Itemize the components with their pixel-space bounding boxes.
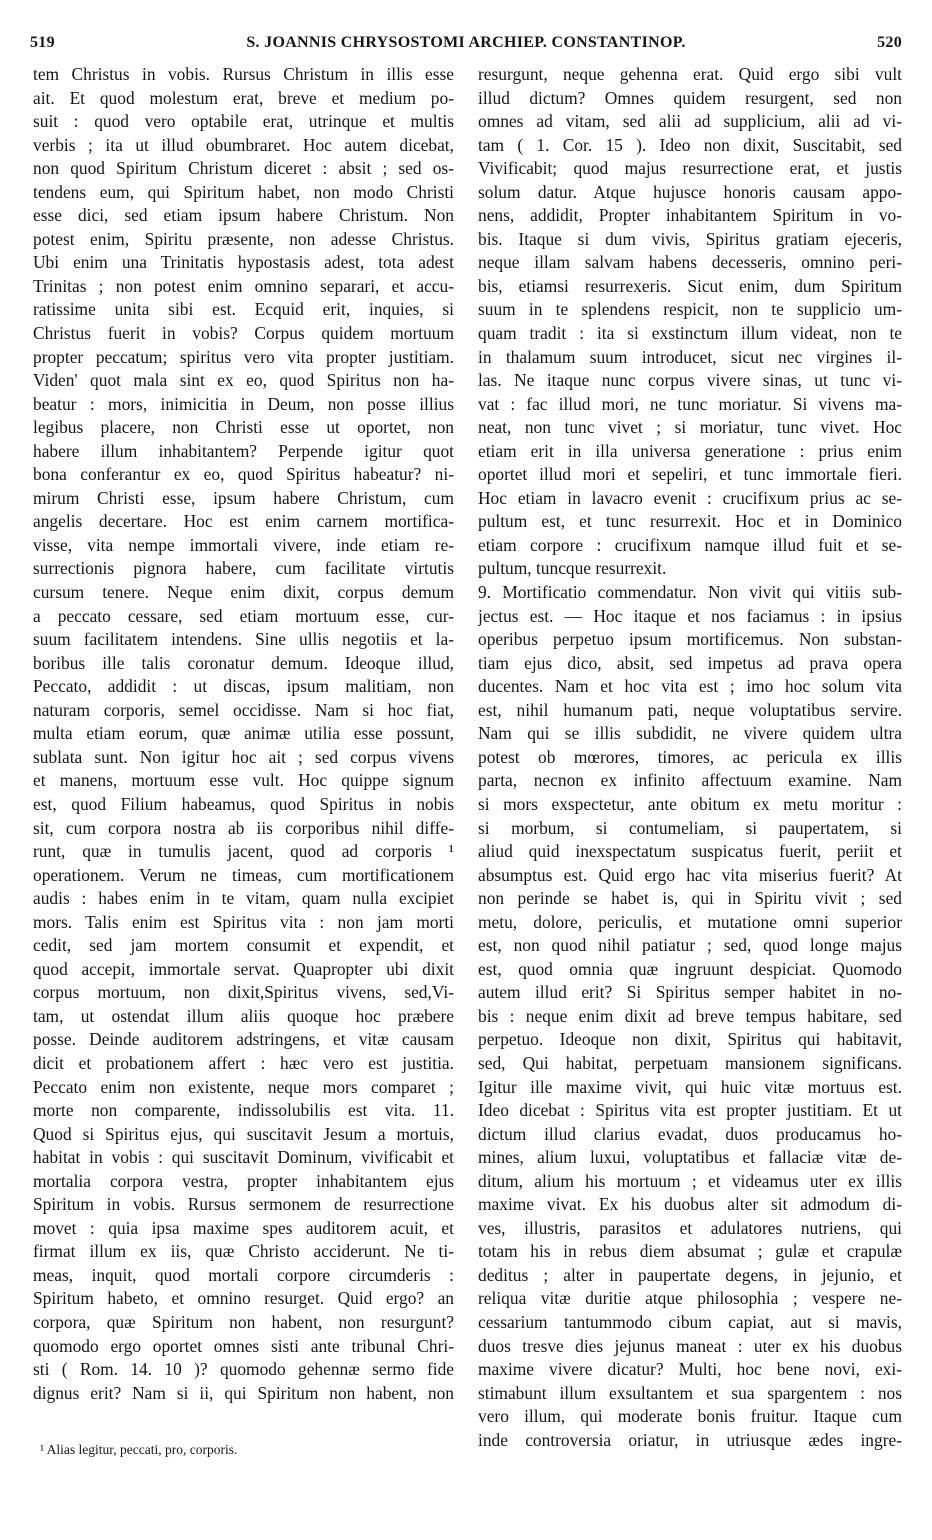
- text-line: sti ( Rom. 14. 10 )? quomodo gehennæ sermo fide: [33, 1359, 454, 1380]
- text-line: firmat illum ex iis, quæ Christo acciderunt. Ne ti-: [33, 1241, 454, 1262]
- text-line: ditum, alium his mortuum ; et videamus uter ex illis: [478, 1170, 902, 1191]
- text-line: parta, necnon ex infinito affectuum examine. Nam: [478, 770, 902, 791]
- text-line: cessarium tantummodo cibum capiat, aut si mavis,: [478, 1311, 902, 1332]
- text-line: quomodo ergo oportet omnes sisti ante tribunal Chri-: [33, 1335, 454, 1356]
- text-line: non perinde se habet is, qui in Spiritu vivit ; sed: [478, 888, 902, 909]
- text-line: ait. Et quod molestum erat, breve et medium po-: [33, 87, 454, 108]
- text-line: Spiritum in vobis. Rursus sermonem de resurrectione: [33, 1194, 454, 1215]
- text-line: sed, Qui habitat, perpetuam mansionem significans.: [478, 1052, 902, 1073]
- text-line: neque illam salvam habens decesseris, omnino peri-: [478, 252, 902, 273]
- text-line: potest ob mœrores, timores, ac pericula ex illis: [478, 746, 902, 767]
- text-line: etiam corpore : crucifixum namque illud fuit et se-: [478, 534, 902, 555]
- left-text-column: [33, 63, 454, 1533]
- text-line: nens, addidit, Propter inhabitantem Spiritum in vo-: [478, 205, 902, 226]
- text-line: operationem. Verum ne timeas, cum mortificationem: [33, 864, 454, 885]
- text-line: Vivificabit; quod majus resurrectione erat, et justis: [478, 158, 902, 179]
- page-number-right: 520: [877, 34, 902, 51]
- text-line: et manens, mortuum esse vult. Hoc quippe signum: [33, 770, 454, 791]
- text-line: jectus est. — Hoc itaque et nos faciamus : in ipsius: [478, 605, 902, 626]
- text-line: omnes ad vitam, sed alii ad supplicium, alii ad vi-: [478, 111, 902, 132]
- text-line: bis : neque enim dixit ad breve tempus habitare, sed: [478, 1005, 902, 1026]
- text-line: Peccato enim non existente, neque mors comparet ;: [33, 1076, 454, 1097]
- text-line: corpora, quæ Spiritum non habent, non resurgunt?: [33, 1311, 454, 1332]
- text-line: est, quod omnia quæ ingruunt despiciat. Quomodo: [478, 958, 902, 979]
- text-line: sit, cum corpora nostra ab iis corporibus nihil diffe-: [33, 817, 454, 838]
- text-line: stimabunt illum exsultantem et sua spargentem : nos: [478, 1382, 902, 1403]
- text-line: metu, dolore, periculis, et mutatione omni superior: [478, 911, 902, 932]
- text-line: morte non comparente, indissolubilis est vita. 11.: [33, 1100, 454, 1121]
- text-line: cedit, sed jam mortem consumit et expendit, et: [33, 935, 454, 956]
- text-line: surrectionis pignora habere, cum facilitate virtutis: [33, 558, 454, 579]
- text-line: boribus ille talis coronatur demum. Ideoque illud,: [33, 652, 454, 673]
- text-line: bis, etiamsi resurrexeris. Sicut enim, dum Spiritum: [478, 275, 902, 296]
- text-line: resurgunt, neque gehenna erat. Quid ergo sibi vult: [478, 64, 902, 84]
- text-line: ratissime unita sibi est. Ecquid erit, inquies, si: [33, 299, 454, 320]
- text-line: tam ( 1. Cor. 15 ). Ideo non dixit, Suscitabit, sed: [478, 134, 902, 155]
- text-line: operibus perpetuo ipsum mortificemus. Non substan-: [478, 629, 902, 650]
- text-line: mors. Talis enim est Spiritus vita : non jam morti: [33, 911, 454, 932]
- text-line: audis : habes enim in te vitam, quam nulla excipiet: [33, 888, 454, 909]
- text-line: potest enim, Spiritu præsente, non adesse Christus.: [33, 228, 454, 249]
- text-line: 9. Mortificatio commendatur. Non vivit qui vitiis sub-: [478, 582, 902, 603]
- text-line: absumptus est. Quid ergo hac vita miserius fuerit? At: [478, 864, 902, 885]
- text-line: illud dictum? Omnes quidem resurgent, sed non: [478, 87, 902, 108]
- text-line: mirum Christi esse, ipsum habere Christum, cum: [33, 487, 454, 508]
- text-line: Igitur ille maxime vivit, qui huic vitæ mortuus est.: [478, 1076, 902, 1097]
- text-line: Spiritum habeto, et omnino resurget. Quid ergo? an: [33, 1288, 454, 1309]
- text-line: Ideo dicebat : Spiritus vita est propter justitiam. Et ut: [478, 1100, 902, 1121]
- text-line: propter peccatum; spiritus vero vita propter justitiam.: [33, 346, 454, 367]
- text-line: est, non quod nihil patiatur ; sed, quod longe majus: [478, 935, 902, 956]
- text-line: ducentes. Nam et hoc vita est ; imo hoc solum vita: [478, 676, 902, 697]
- text-line: autem illud erit? Si Spiritus semper habitet in no-: [478, 982, 902, 1003]
- text-line: habitat in vobis : qui suscitavit Dominum, vivificabit et: [33, 1147, 454, 1168]
- text-line: tiam ejus dico, absit, sed impetus ad prava opera: [478, 652, 902, 673]
- text-line: quam tradit : ita si exstinctum illum videat, non te: [478, 323, 902, 344]
- page-header: [30, 34, 902, 58]
- text-line: naturam corporis, semel occidisse. Nam si hoc fiat,: [33, 699, 454, 720]
- text-line: a peccato cessare, sed etiam mortuum esse, cur-: [33, 605, 454, 626]
- text-line: si morbum, si contumeliam, si paupertatem, si: [478, 817, 902, 838]
- text-line: ves, illustris, parasitos et adulatores nutriens, qui: [478, 1217, 902, 1238]
- text-line: Quod si Spiritus ejus, qui suscitavit Jesum a mortuis,: [33, 1123, 454, 1144]
- text-line: pultum, tuncque resurrexit.: [478, 558, 667, 579]
- text-line: beatur : mors, inimicitia in Deum, non posse illius: [33, 393, 454, 414]
- text-line: dignus erit? Nam si ii, qui Spiritum non habent, non: [33, 1382, 454, 1403]
- text-line: pultum est, et tunc resurrexit. Hoc et in Dominico: [478, 511, 902, 532]
- text-line: las. Ne itaque nunc corpus vivere sinas, ut tunc vi-: [478, 370, 902, 391]
- text-line: maxime vivat. Ex his duobus alter sit admodum di-: [478, 1194, 902, 1215]
- text-line: vat : fac illud mori, ne tunc moriatur. Si vivens ma-: [478, 393, 902, 414]
- text-line: meas, inquit, quod mortali corpore circumderis :: [33, 1264, 454, 1285]
- page-number-left: 519: [30, 34, 55, 51]
- text-line: visse, vita nempe immortali vivere, inde etiam re-: [33, 534, 454, 555]
- text-line: cursum tenere. Neque enim dixit, corpus demum: [33, 582, 454, 603]
- text-line: tem Christus in vobis. Rursus Christum in illis esse: [33, 64, 454, 84]
- text-line: Trinitas ; non potest enim omnino separari, et accu-: [33, 275, 454, 296]
- text-line: solum datur. Atque hujusce honoris causam appo-: [478, 181, 902, 202]
- text-line: est, quod Filium habeamus, quod Spiritus in nobis: [33, 793, 454, 814]
- text-line: Peccato, addidit : ut discas, ipsum malitiam, non: [33, 676, 454, 697]
- text-line: oportet illud mori et sepeliri, et tunc immortale fieri.: [478, 464, 902, 485]
- text-line: aliud quid inexspectatum suspicatus fuerit, periit et: [478, 841, 902, 862]
- right-text-column: [478, 63, 902, 1533]
- text-line: deditus ; alter in paupertate degens, in jejunio, et: [478, 1264, 902, 1285]
- text-line: in thalamum suum introducet, sicut nec virgines il-: [478, 346, 902, 367]
- text-line: Hoc etiam in lavacro evenit : crucifixum prius ac se-: [478, 487, 902, 508]
- text-line: angelis decertare. Hoc est enim carnem mortifica-: [33, 511, 454, 532]
- text-line: tam, ut ostendat illum aliis quoque hoc præbere: [33, 1005, 454, 1026]
- text-line: bis. Itaque si dum vivis, Spiritus gratiam ejeceris,: [478, 228, 902, 249]
- text-line: posse. Deinde auditorem adstringens, et vitæ causam: [33, 1029, 454, 1050]
- text-line: totam his in rebus diem absumat ; gulæ et crapulæ: [478, 1241, 902, 1262]
- text-line: perpetuo. Ideoque non dixit, Spiritus qui habitavit,: [478, 1029, 902, 1050]
- text-line: suit : quod vero optabile erat, utrinque et multis: [33, 111, 454, 132]
- text-line: non quod Spiritum Christum diceret : absit ; sed os-: [33, 158, 454, 179]
- text-line: etiam erit in illa universa generatione : prius enim: [478, 440, 902, 461]
- text-line: Christus fuerit in vobis? Corpus quidem mortuum: [33, 323, 454, 344]
- text-line: runt, quæ in tumulis jacent, quod ad corporis ¹: [33, 841, 454, 862]
- text-line: tendens eum, qui Spiritum habet, non modo Christi: [33, 181, 454, 202]
- text-line: multa etiam eorum, quæ animæ utilia esse possunt,: [33, 723, 454, 744]
- text-line: duos tresve dies jejunus maneat : uter ex his duobus: [478, 1335, 902, 1356]
- text-line: corpus mortuum, non dixit,Spiritus vivens, sed,Vi-: [33, 982, 454, 1003]
- text-line: bona conferantur ex eo, quod Spiritus habeatur? ni-: [33, 464, 454, 485]
- text-line: dicit et probationem affert : hæc vero est justitia.: [33, 1052, 454, 1073]
- text-line: movet : quia ipsa maxime spes auditorem acuit, et: [33, 1217, 454, 1238]
- text-line: dictum illud clarius evadat, duos producamus ho-: [478, 1123, 902, 1144]
- text-line: Nam qui se illis subdidit, ne vivere quidem ultra: [478, 723, 902, 744]
- footnote: ¹ Alias legitur, peccati, pro, corporis.: [40, 1442, 238, 1457]
- running-title: S. JOANNIS CHRYSOSTOMI ARCHIEP. CONSTANTINOP.: [246, 34, 686, 51]
- text-line: quod accepit, immortale servat. Quapropter ubi dixit: [33, 958, 454, 979]
- text-line: legibus placere, non Christi esse ut oportet, non: [33, 417, 454, 438]
- text-line: est, nihil humanum pati, neque voluptatibus servire.: [478, 699, 902, 720]
- text-line: si mors exspectetur, ante obitum ex metu moritur :: [478, 793, 902, 814]
- text-line: mortalia corpora vestra, propter inhabitantem ejus: [33, 1170, 454, 1191]
- text-line: maxime vivere dicatur? Multi, hoc bene novi, exi-: [478, 1359, 902, 1380]
- text-line: sublata sunt. Non igitur hoc ait ; sed corpus vivens: [33, 746, 454, 767]
- text-line: suum in te splendens respicit, non te supplicio um-: [478, 299, 902, 320]
- text-line: habere illum inhabitantem? Perpende igitur quot: [33, 440, 454, 461]
- text-line: vero illum, qui moderate bonis fruitur. Itaque cum: [478, 1406, 902, 1427]
- text-line: suum facilitatem intendens. Sine ullis negotiis et la-: [33, 629, 454, 650]
- text-line: Viden' quot mala sint ex eo, quod Spiritus non ha-: [33, 370, 454, 391]
- text-line: inde controversia oriatur, in utriusque ædes ingre-: [478, 1429, 902, 1450]
- text-line: Ubi enim una Trinitatis hypostasis adest, tota adest: [33, 252, 454, 273]
- text-line: esse dici, sed etiam ipsum habere Christum. Non: [33, 205, 454, 226]
- text-line: mines, alium luxui, voluptatibus et fallaciæ vitæ de-: [478, 1147, 902, 1168]
- text-line: neat, non tunc vivet ; si moriatur, tunc vivet. Hoc: [478, 417, 902, 438]
- text-line: verbis ; ita ut illud obumbraret. Hoc autem dicebat,: [33, 134, 454, 155]
- text-line: reliqua vitæ duritie atque philosophia ; vespere ne-: [478, 1288, 902, 1309]
